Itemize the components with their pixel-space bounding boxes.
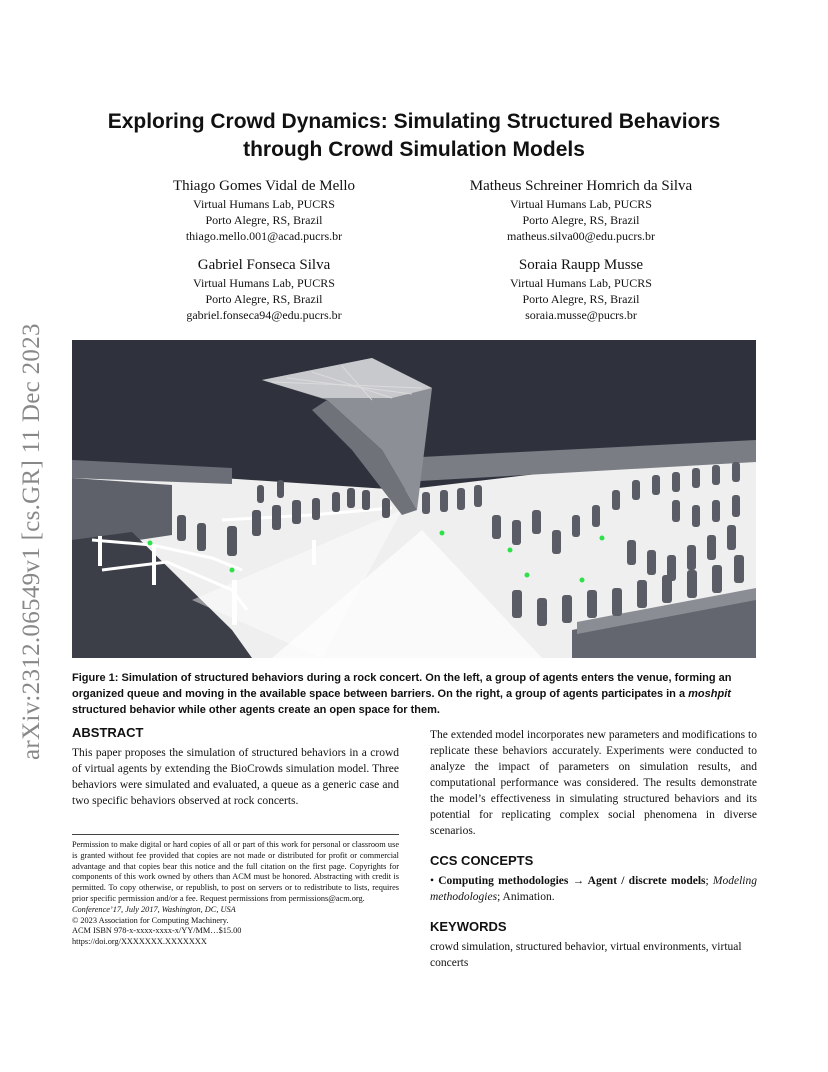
title-line-1: Exploring Crowd Dynamics: Simulating Structured Behaviors [107, 110, 721, 133]
keywords-text: crowd simulation, structured behavior, virtual environments, virtual concerts [430, 941, 742, 969]
ccs-tail: ; Animation. [497, 891, 555, 903]
author-email: gabriel.fonseca94@edu.pucrs.br [186, 308, 342, 322]
abstract-text: This paper proposes the simulation of structured behaviors in a crowd of virtual agents by extending the BioCrowds simulation model. Three behaviors were simulated and evaluated, a queue as a generic case and two specific behaviors observed at rock concerts. [72, 747, 399, 807]
crowd-scene-image [72, 340, 756, 658]
isbn-line: ACM ISBN 978-x-xxxx-xxxx-x/YY/MM…$15.00 [72, 926, 242, 936]
author-block-3 [114, 255, 414, 323]
abstract-heading: ABSTRACT [72, 725, 144, 740]
author-name: Thiago Gomes Vidal de Mello [172, 178, 356, 194]
permission-footnote [72, 834, 399, 948]
caption-text-end: structured behavior while other agents create an open space for them. [72, 704, 440, 716]
ccs-italic: Modeling methodologies [430, 875, 757, 903]
abstract-section [72, 725, 399, 809]
author-block-1 [114, 176, 414, 244]
paper-title [72, 108, 756, 164]
author-affiliation: Virtual Humans Lab, PUCRS [510, 276, 652, 290]
ccs-bullet: • [430, 875, 439, 887]
permission-text: Permission to make digital or hard copies of all or part of this work for personal or classroom use is granted without fee provided that copies are not made or distributed for profit or commercial advantage and that copies bear this notice and the full citation on the first page. Copyrights for components of this work owned by others than ACM must be honored. Abstracting with credit is permitted. To copy otherwise, or republish, to post on servers or to redistribute to lists, requires prior specific permission and/or a fee. Request permissions from permissions@acm.org. [72, 840, 399, 903]
author-affiliation: Virtual Humans Lab, PUCRS [193, 197, 335, 211]
arxiv-stamp: arXiv:2312.06549v1 [cs.GR] 11 Dec 2023 [18, 323, 45, 760]
author-email: soraia.musse@pucrs.br [525, 308, 637, 322]
doi-line: https://doi.org/XXXXXXX.XXXXXXX [72, 937, 207, 947]
abstract-continued-text: The extended model incorporates new parameters and modifications to replicate these behaviors accurately. Experiments were conducted to analyze the impact of parameters on simulation results, and computational performance was considered. The results demonstrate the model’s effectiveness in simulating structured behaviors and its potential for replicating complex social phenomena in diverse scenarios. [430, 729, 757, 837]
author-name: Soraia Raupp Musse [518, 257, 644, 273]
author-location: Porto Alegre, RS, Brazil [205, 213, 323, 227]
conference-line: Conference’17, July 2017, Washington, DC, USA [72, 904, 236, 914]
author-name: Gabriel Fonseca Silva [197, 257, 331, 273]
author-email: thiago.mello.001@acad.pucrs.br [185, 229, 343, 243]
title-line-2: through Crowd Simulation Models [243, 138, 585, 161]
figure-crowd-simulation [72, 340, 756, 658]
caption-italic: moshpit [688, 688, 731, 700]
author-block-4 [431, 255, 731, 323]
author-email: matheus.silva00@edu.pucrs.br [506, 229, 656, 243]
author-name: Matheus Schreiner Homrich da Silva [469, 178, 693, 194]
ccs-text [430, 873, 757, 905]
caption-text: Figure 1: Simulation of structured behaviors during a rock concert. On the left, a group of agents enters the venue, forming an organized queue and moving in the available space between barriers. On the right, a group of agents participates in a [72, 672, 732, 700]
ccs-heading: CCS CONCEPTS [430, 853, 534, 868]
figure-caption [72, 670, 756, 718]
author-affiliation: Virtual Humans Lab, PUCRS [193, 276, 335, 290]
author-location: Porto Alegre, RS, Brazil [522, 213, 640, 227]
right-column [430, 727, 757, 971]
author-location: Porto Alegre, RS, Brazil [522, 292, 640, 306]
ccs-sep: ; [705, 875, 713, 887]
author-affiliation: Virtual Humans Lab, PUCRS [510, 197, 652, 211]
ccs-bold: Computing methodologies → Agent / discrete models [438, 875, 706, 887]
author-block-2 [431, 176, 731, 244]
copyright-line: © 2023 Association for Computing Machinery. [72, 915, 229, 925]
keywords-heading: KEYWORDS [430, 919, 507, 934]
author-location: Porto Alegre, RS, Brazil [205, 292, 323, 306]
